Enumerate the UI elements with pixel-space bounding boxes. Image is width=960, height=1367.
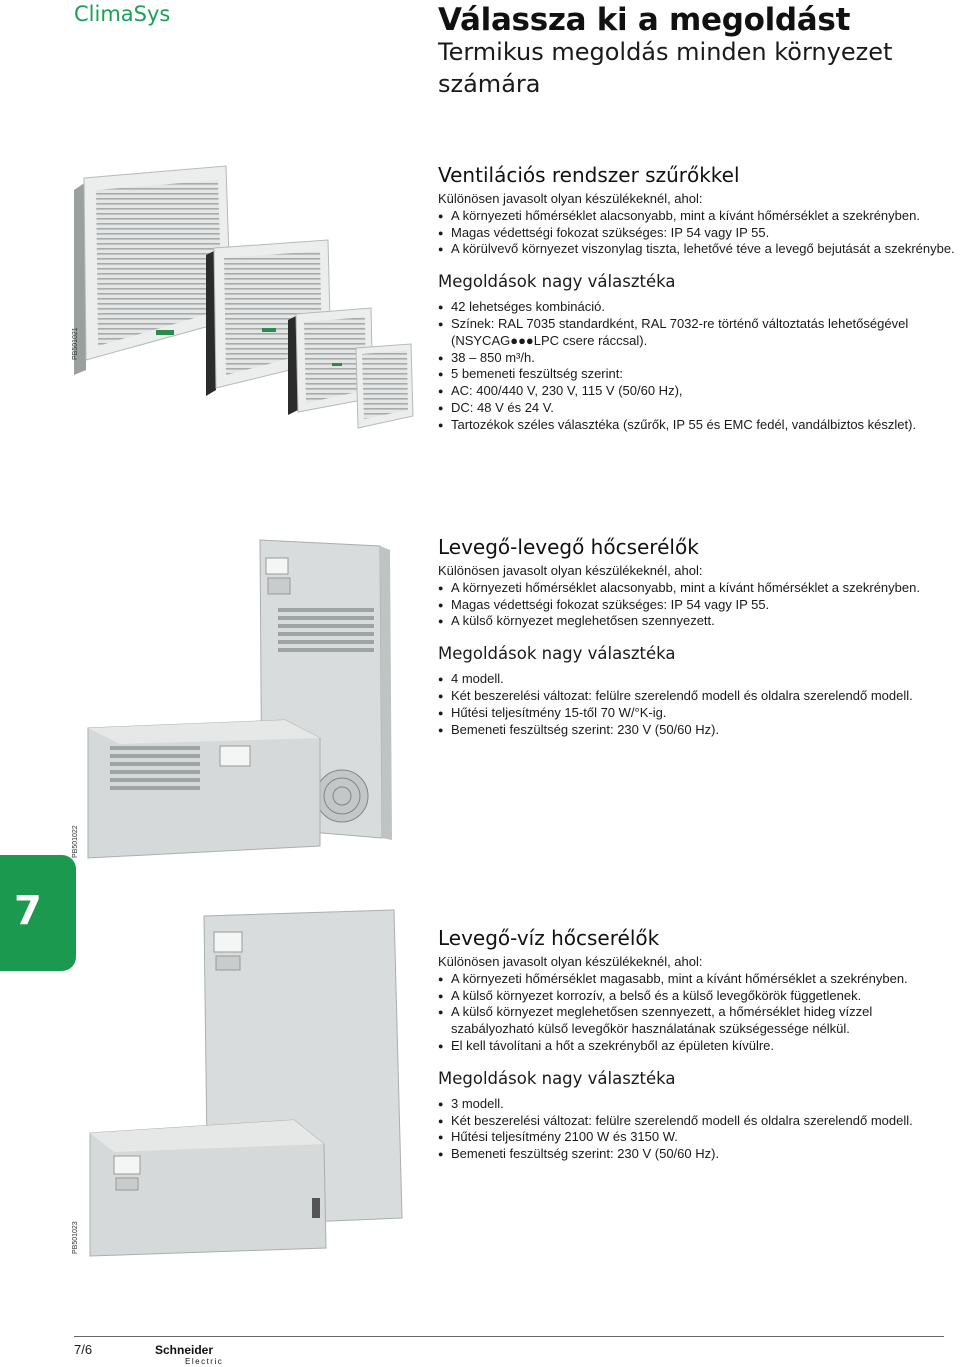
- list-item: ● A környezeti hőmérséklet alacsonyabb, mint a kívánt hőmérséklet a szekrényben.: [438, 208, 958, 225]
- list-item: ● 5 bemeneti feszültség szerint:: [438, 366, 958, 383]
- list-item: ● Magas védettségi fokozat szükséges: IP 54 vagy IP 55.: [438, 225, 958, 242]
- conditions-list: [438, 580, 958, 630]
- list-item: ● Magas védettségi fokozat szükséges: IP 54 vagy IP 55.: [438, 597, 958, 614]
- page-title: Válassza ki a megoldást: [438, 2, 851, 38]
- solutions-list: [438, 671, 958, 738]
- section-intro: Különösen javasolt olyan készülékeknél, ahol:: [438, 191, 703, 206]
- list-item: ● 42 lehetséges kombináció.: [438, 299, 958, 316]
- list-item: ● Bemeneti feszültség szerint: 230 V (50/60 Hz).: [438, 1146, 958, 1163]
- section-title: Levegő-víz hőcserélők: [438, 926, 660, 950]
- list-item: ● AC: 400/440 V, 230 V, 115 V (50/60 Hz),: [438, 383, 958, 400]
- brand-name: ClimaSys: [74, 2, 171, 26]
- svg-text:Electric: Electric: [185, 1357, 224, 1365]
- list-item: ● Hűtési teljesítmény 15-től 70 W/°K-ig.: [438, 705, 958, 722]
- photo-code-2: PB501022: [72, 825, 79, 858]
- section-intro: Különösen javasolt olyan készülékeknél, ahol:: [438, 954, 703, 969]
- solutions-list: [438, 299, 958, 433]
- solutions-title: Megoldások nagy választéka: [438, 1068, 676, 1088]
- list-item: ● DC: 48 V és 24 V.: [438, 400, 958, 417]
- section-intro: Különösen javasolt olyan készülékeknél, ahol:: [438, 563, 703, 578]
- solutions-title: Megoldások nagy választéka: [438, 644, 676, 664]
- chapter-tab: 7: [0, 855, 76, 971]
- photo-code-3: PB501023: [72, 1221, 79, 1254]
- list-item: ● Bemeneti feszültség szerint: 230 V (50/60 Hz).: [438, 722, 958, 739]
- list-item: ● 3 modell.: [438, 1096, 958, 1113]
- list-item: ● A külső környezet meglehetősen szennyezett, a hőmérséklet hideg vízzel szabályozható külső levegőkör használatának szükségessége nélkül.: [438, 1004, 958, 1038]
- air-air-exchanger-photo: [80, 528, 420, 868]
- list-item: ● A külső környezet korrozív, a belső és a külső levegőkörök függetlenek.: [438, 988, 958, 1005]
- photo-code-1: PB501021: [72, 327, 79, 360]
- list-item: ● 4 modell.: [438, 671, 958, 688]
- section-air-water: [438, 926, 958, 1163]
- list-item: ● Hűtési teljesítmény 2100 W és 3150 W.: [438, 1129, 958, 1146]
- conditions-list: [438, 971, 958, 1055]
- page-number: 7/6: [74, 1342, 93, 1357]
- fan-filters-photo: [66, 160, 426, 440]
- section-title: Levegő-levegő hőcserélők: [438, 535, 699, 559]
- list-item: ● A külső környezet meglehetősen szennyezett.: [438, 613, 958, 630]
- section-air-air: [438, 535, 958, 738]
- list-item: ● A környezeti hőmérséklet alacsonyabb, mint a kívánt hőmérséklet a szekrényben.: [438, 580, 958, 597]
- section-fans: [438, 163, 958, 434]
- section-title: Ventilációs rendszer szűrőkkel: [438, 163, 740, 187]
- schneider-logo: [155, 1343, 235, 1367]
- solutions-list: [438, 1096, 958, 1163]
- solutions-title: Megoldások nagy választéka: [438, 272, 676, 292]
- list-item: ● El kell távolítani a hőt a szekrényből az épületen kívülre.: [438, 1038, 958, 1055]
- list-item: ● Színek: RAL 7035 standardként, RAL 7032-re történő változtatás lehetőségével (NSYCAG●●●LPC csere ráccsal).: [438, 316, 958, 350]
- list-item: ● Két beszerelési változat: felülre szerelendő modell és oldalra szerelendő modell.: [438, 1113, 958, 1130]
- list-item: ● A környezeti hőmérséklet magasabb, mint a kívánt hőmérséklet a szekrényben.: [438, 971, 958, 988]
- air-water-exchanger-photo: [84, 908, 424, 1258]
- svg-text:Schneider: Schneider: [155, 1343, 214, 1357]
- list-item: ● Tartozékok széles választéka (szűrők, IP 55 és EMC fedél, vandálbiztos készlet).: [438, 417, 958, 434]
- conditions-list: [438, 208, 958, 258]
- footer-divider: [74, 1336, 944, 1337]
- page-subtitle: Termikus megoldás minden környezet számára: [438, 38, 893, 98]
- list-item: ● 38 – 850 m³/h.: [438, 350, 958, 367]
- list-item: ● A körülvevő környezet viszonylag tiszta, lehetővé téve a levegő bejutását a szekrénybe.: [438, 241, 958, 258]
- list-item: ● Két beszerelési változat: felülre szerelendő modell és oldalra szerelendő modell.: [438, 688, 958, 705]
